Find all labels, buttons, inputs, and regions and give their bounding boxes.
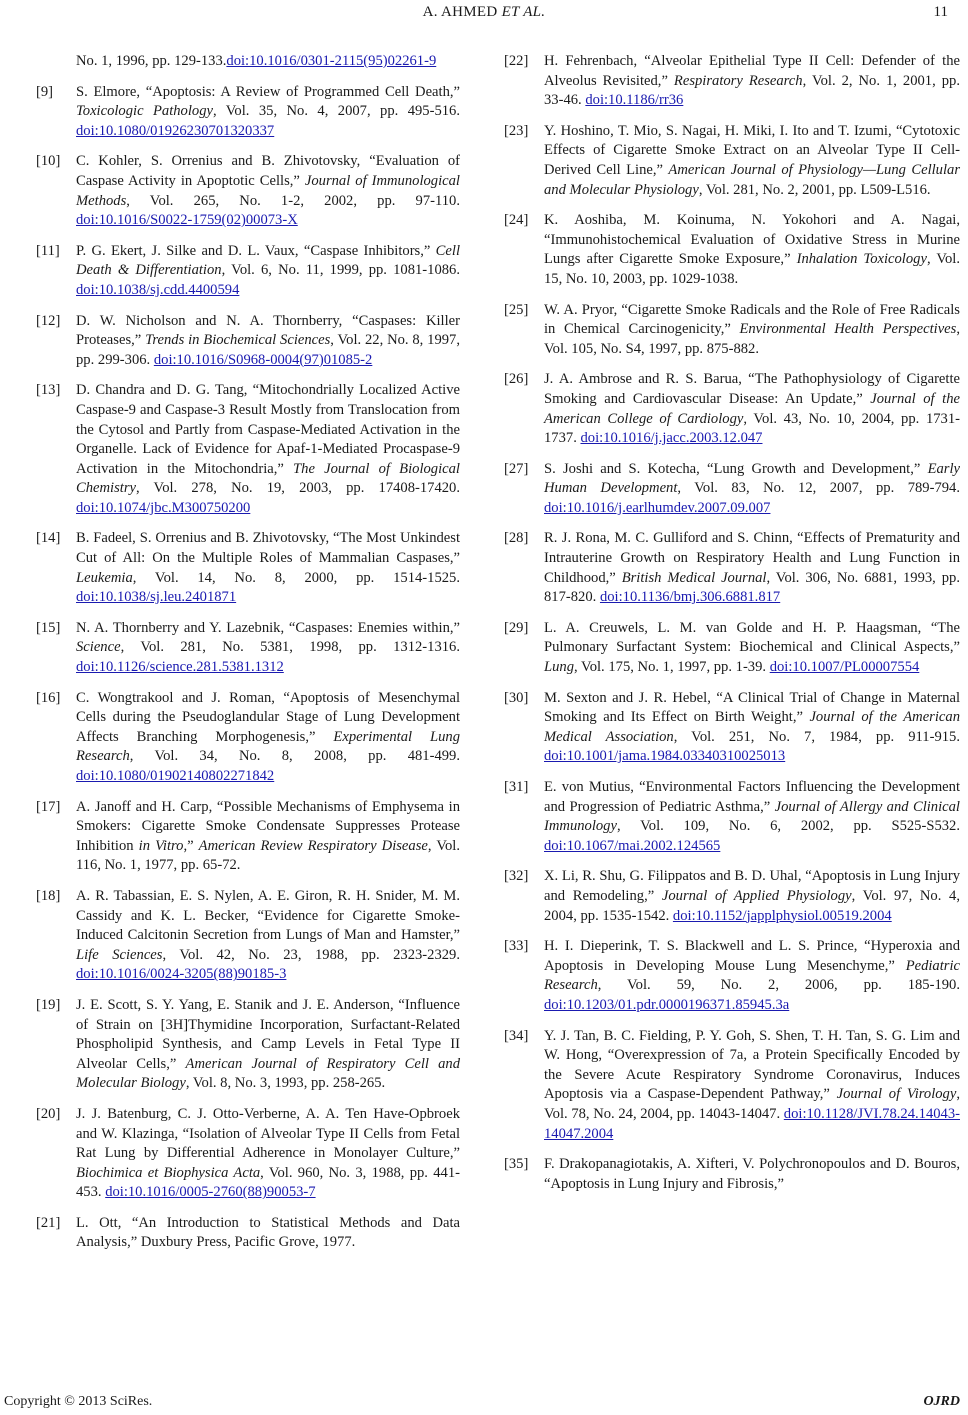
reference-number: [15] xyxy=(36,619,61,636)
reference-number: [16] xyxy=(36,689,61,706)
reference-authors-title: Y. Hoshino, T. Mio, S. Nagai, H. Miki, I. Ito and T. Izumi, “Cytotoxic Effects of Cigarette Smoke Extract on an Alveolar Type II Cell-Derived Cell Line,” xyxy=(544,122,960,178)
reference-authors-title: C. Kohler, S. Orrenius and B. Zhivotovsky, “Evaluation of Caspase Activity in Apoptotic Cells,” xyxy=(76,153,460,189)
doi-link[interactable]: doi:10.1016/0301-2115(95)02261-9 xyxy=(226,53,437,69)
reference-authors-title: W. A. Pryor, “Cigarette Smoke Radicals and the Role of Free Radicals in Chemical Carcinogenicity,” xyxy=(544,301,960,338)
reference-journal: Journal of Virology xyxy=(836,1086,957,1103)
reference-number: [22] xyxy=(504,53,529,69)
reference-journal: Pediatric Research xyxy=(544,957,960,994)
reference-details: , Vol. 306, No. 6881, 1993, pp. 817-820. xyxy=(544,569,961,606)
reference-details: , Vol. 175, No. 1, 1997, pp. 1-39. xyxy=(574,659,770,676)
reference-entry xyxy=(36,242,460,301)
reference-number: [20] xyxy=(36,1105,61,1122)
reference-authors-title: D. Chandra and D. G. Tang, “Mitochondrially Localized Active Caspase-9 and Caspase-3 Result Mostly from Translocation from the Cytosol and Partly from Caspase-Mediated Activation in the Organelle. Lack of Evidence for Apaf-1-Mediated Procaspase-9 Activation in the Mitochondria,” xyxy=(76,382,460,477)
reference-authors-title: A. R. Tabassian, E. S. Nylen, A. E. Giron, R. H. Snider, M. M. Cassidy and K. L. Becker, “Evidence for Cigarette Smoke-Induced Calcitonin Secretion from Lungs of Man and Hamster,” xyxy=(76,887,460,944)
reference-journal: Early Human Development xyxy=(544,460,960,497)
reference-details: , Vol. 116, No. 1, 1977, pp. 65-72. xyxy=(76,837,460,874)
reference-details: , Vol. 78, No. 24, 2004, pp. 14043-14047. xyxy=(544,1086,960,1122)
reference-text xyxy=(76,1106,460,1200)
reference-entry xyxy=(36,689,460,787)
reference-journal: Journal of the American College of Cardiology xyxy=(544,390,960,427)
reference-text xyxy=(544,690,960,765)
reference-journal: Journal of Allergy and Clinical Immunology xyxy=(544,798,960,835)
doi-link[interactable]: doi:10.1128/JVI.78.24.14043-14047.2004 xyxy=(544,1105,960,1142)
reference-details: , Vol. 42, No. 23, 1988, pp. 2323-2329. xyxy=(162,946,460,963)
reference-entry xyxy=(504,778,960,856)
reference-authors-title: A. Janoff and H. Carp, “Possible Mechanisms of Emphysema in Smokers: Cigarette Smoke Condensate Suppresses Protease Inhibition xyxy=(76,798,460,854)
reference-entry xyxy=(504,370,960,448)
reference-text xyxy=(76,1215,460,1251)
reference-text xyxy=(544,371,960,446)
doi-link[interactable]: doi:10.1016/j.earlhumdev.2007.09.007 xyxy=(544,499,771,516)
reference-text xyxy=(76,53,436,69)
reference-authors-title: L. A. Creuwels, L. M. van Golde and H. P. Haagsman, “The Pulmonary Surfactant System: Biochemical and Clinical Aspects,” xyxy=(544,619,960,656)
reference-number: [10] xyxy=(36,153,61,170)
reference-text xyxy=(544,212,960,287)
reference-number: [28] xyxy=(504,530,529,547)
reference-text xyxy=(544,938,960,1013)
reference-entry xyxy=(504,619,960,678)
reference-journal: Biochimica et Biophysica Acta xyxy=(76,1164,261,1181)
reference-authors-title: R. J. Rona, M. C. Gulliford and S. Chinn, “Effects of Prematurity and Intrauterine Growth on Respiratory Health and Lung Function in Childhood,” xyxy=(544,530,960,586)
doi-link[interactable]: doi:10.1016/0005-2760(88)90053-7 xyxy=(105,1184,316,1201)
references-right-column xyxy=(504,52,960,1205)
doi-link[interactable]: doi:10.1136/bmj.306.6881.817 xyxy=(599,589,781,606)
doi-link[interactable]: doi:10.1203/01.pdr.0000196371.85945.3a xyxy=(544,996,790,1013)
reference-entry xyxy=(36,887,460,985)
reference-number: [21] xyxy=(36,1214,61,1231)
reference-number: [14] xyxy=(36,530,61,547)
reference-details: ,” xyxy=(183,837,199,854)
reference-entry xyxy=(504,211,960,289)
reference-journal: Respiratory Research xyxy=(673,72,803,89)
doi-link[interactable]: doi:10.1001/jama.1984.03340310025013 xyxy=(544,748,786,765)
reference-entry xyxy=(36,312,460,371)
reference-text xyxy=(544,461,960,516)
reference-number: [27] xyxy=(504,460,529,477)
reference-text xyxy=(544,1156,960,1192)
reference-text xyxy=(76,799,460,874)
reference-details: , Vol. 8, No. 3, 1993, pp. 258-265. xyxy=(185,1075,386,1092)
reference-number: [13] xyxy=(36,382,61,399)
reference-journal: American Journal of Respiratory Cell and Molecular Biology xyxy=(76,1055,460,1092)
reference-journal: Journal of the American Medical Association xyxy=(544,709,960,745)
reference-authors-title: J. A. Ambrose and R. S. Barua, “The Pathophysiology of Cigarette Smoking and Cardiovascular Disease: An Update,” xyxy=(544,371,960,407)
reference-details: , Vol. 83, No. 12, 2007, pp. 789-794. xyxy=(677,480,960,497)
reference-details: , Vol. 43, No. 10, 2004, pp. 1731-1737. xyxy=(544,410,960,447)
reference-entry xyxy=(504,529,960,607)
page-footer xyxy=(0,1393,968,1413)
reference-journal: Journal of Applied Physiology xyxy=(661,887,852,904)
reference-authors-title: J. E. Scott, S. Y. Yang, E. Stanik and J. E. Anderson, “Influence of Strain on [3H]Thymidine Incorporation, Surfactant-Related Phospholipid Synthesis, and Camp Levels in Fetal Type II Alveolar Cells,” xyxy=(76,996,460,1072)
reference-details: , Vol. 251, No. 7, 1984, pp. 911-915. xyxy=(673,728,960,745)
reference-text xyxy=(76,313,460,368)
reference-number: [11] xyxy=(36,242,60,259)
reference-details: , Vol. 35, No. 4, 2007, pp. 495-516. xyxy=(212,103,460,120)
reference-entry xyxy=(504,937,960,1015)
reference-entry xyxy=(36,152,460,230)
doi-link[interactable]: doi:10.1038/sj.cdd.4400594 xyxy=(76,281,240,298)
reference-journal: Environmental Health Perspectives xyxy=(739,321,957,338)
reference-number: [19] xyxy=(36,996,61,1013)
reference-authors-title: P. G. Ekert, J. Silke and D. L. Vaux, “Caspase Inhibitors,” xyxy=(76,242,436,259)
reference-authors-title: H. I. Dieperink, T. S. Blackwell and L. S. Prince, “Hyperoxia and Apoptosis in Developing Mouse Lung Mesenchyme,” xyxy=(544,938,960,974)
reference-number: [35] xyxy=(504,1156,529,1173)
reference-entry xyxy=(504,301,960,360)
reference-entry xyxy=(36,529,460,607)
reference-journal: Inhalation Toxicology xyxy=(796,251,927,268)
reference-entry xyxy=(504,1027,960,1145)
reference-details: , Vol. 960, No. 3, 1988, pp. 441-453. xyxy=(76,1164,460,1201)
reference-authors-title: L. Ott, “An Introduction to Statistical Methods and Data Analysis,” Duxbury Press, Pacific Grove, 1977. xyxy=(76,1214,460,1251)
reference-entry xyxy=(36,1214,460,1253)
reference-text xyxy=(76,153,460,228)
reference-entry xyxy=(36,52,460,72)
reference-authors-title: J. J. Batenburg, C. J. Otto-Verberne, A. A. Ten Have-Opbroek and W. Klazinga, “Isolation of Alveolar Type II Cells from Fetal Rat Lung by Differential Adherence in Monolayer Culture,” xyxy=(76,1105,460,1162)
reference-details: , Vol. 281, No. 5381, 1998, pp. 1312-1316. xyxy=(120,639,460,656)
reference-entry xyxy=(36,381,460,518)
reference-details: , Vol. 6, No. 11, 1999, pp. 1081-1086. xyxy=(221,262,460,279)
doi-link[interactable]: doi:10.1016/j.jacc.2003.12.047 xyxy=(580,430,763,447)
reference-number: [30] xyxy=(504,689,529,706)
reference-details: , Vol. 59, No. 2, 2006, pp. 185-190. xyxy=(597,977,960,994)
reference-number: [23] xyxy=(504,122,529,139)
reference-journal: Science xyxy=(76,639,121,656)
reference-journal: American Review Respiratory Disease xyxy=(198,837,428,854)
reference-details: , Vol. 278, No. 19, 2003, pp. 17408-17420. xyxy=(136,480,460,497)
reference-journal: in Vitro xyxy=(138,837,184,854)
reference-number: [33] xyxy=(504,938,529,955)
reference-journal: American Journal of Physiology—Lung Cellular and Molecular Physiology xyxy=(544,161,961,198)
doi-link[interactable]: doi:10.1080/01926230701320337 xyxy=(76,122,275,139)
reference-entry xyxy=(504,867,960,926)
reference-number: [18] xyxy=(36,887,61,904)
reference-text xyxy=(76,84,460,139)
reference-journal: Experimental Lung Research xyxy=(76,728,460,765)
reference-text xyxy=(76,690,460,784)
reference-number: [24] xyxy=(504,212,529,229)
reference-details: , Vol. 105, No. S4, 1997, pp. 875-882. xyxy=(544,321,960,357)
reference-journal: Leukemia xyxy=(76,569,133,586)
doi-link[interactable]: doi:10.1016/0024-3205(88)90185-3 xyxy=(76,966,287,983)
reference-details: , Vol. 2, No. 1, 2001, pp. 33-46. xyxy=(544,72,960,109)
reference-number: [25] xyxy=(504,301,529,318)
copyright-notice: Copyright © 2013 SciRes. xyxy=(4,1394,153,1409)
doi-link[interactable]: doi:10.1016/S0968-0004(97)01085-2 xyxy=(153,351,373,368)
reference-authors-title: C. Wongtrakool and J. Roman, “Apoptosis of Mesenchymal Cells during the Pseudoglandular Stage of Lung Development Affects Branching Morphogenesis,” xyxy=(76,689,460,745)
reference-text xyxy=(544,620,960,675)
reference-entry xyxy=(504,1155,960,1194)
reference-entry xyxy=(504,122,960,200)
reference-entry xyxy=(36,1105,460,1203)
reference-entry xyxy=(36,798,460,876)
reference-text xyxy=(544,123,960,198)
doi-link[interactable]: doi:10.1152/japplphysiol.00519.2004 xyxy=(672,907,892,924)
reference-authors-title: E. von Mutius, “Environmental Factors Influencing the Development and Progression of Pediatric Asthma,” xyxy=(544,779,960,815)
doi-link[interactable]: doi:10.1007/PL00007554 xyxy=(769,659,920,676)
reference-journal: Lung xyxy=(544,659,575,676)
reference-authors-title: S. Elmore, “Apoptosis: A Review of Programmed Cell Death,” xyxy=(76,83,460,100)
reference-authors-title: K. Aoshiba, M. Koinuma, N. Yokohori and A. Nagai, “Immunohistochemical Evaluation of Oxidative Stress in Murine Lungs after Cigarette Smoke Exposure,” xyxy=(544,212,960,268)
reference-authors-title: F. Drakopanagiotakis, A. Xifteri, V. Polychronopoulos and D. Bouros, “Apoptosis in Lung Injury and Fibrosis,” xyxy=(544,1156,960,1192)
reference-details: , Vol. 281, No. 2, 2001, pp. L509-L516. xyxy=(698,181,931,198)
reference-number: [9] xyxy=(36,83,54,100)
reference-text xyxy=(76,888,460,982)
reference-journal: Cell Death & Differentiation xyxy=(76,242,460,279)
reference-entry xyxy=(504,460,960,519)
reference-text xyxy=(76,243,460,298)
reference-journal: Trends in Biochemical Sciences xyxy=(145,332,331,349)
reference-text xyxy=(76,620,460,675)
doi-link[interactable]: doi:10.1186/rr36 xyxy=(585,92,684,109)
reference-journal: Life Sciences xyxy=(76,946,163,963)
running-head-authors: A. AHMED ET AL. xyxy=(422,4,546,20)
page-number: 11 xyxy=(933,4,948,20)
reference-entry xyxy=(36,83,460,142)
doi-link[interactable]: doi:10.1080/01902140802271842 xyxy=(76,768,275,784)
reference-number: [26] xyxy=(504,371,529,388)
doi-link[interactable]: doi:10.1126/science.281.5381.1312 xyxy=(76,659,284,676)
reference-authors-title: No. 1, 1996, pp. 129-133. xyxy=(76,53,227,69)
reference-authors-title: S. Joshi and S. Kotecha, “Lung Growth and Development,” xyxy=(544,460,928,477)
reference-number: [34] xyxy=(504,1027,529,1044)
reference-journal: The Journal of Biological Chemistry xyxy=(76,460,460,497)
doi-link[interactable]: doi:10.1038/sj.leu.2401871 xyxy=(76,589,237,606)
et-al: ET AL. xyxy=(501,4,546,20)
reference-text xyxy=(76,382,460,516)
reference-entry xyxy=(504,689,960,767)
reference-text xyxy=(76,997,460,1091)
journal-abbreviation: OJRD xyxy=(923,1394,960,1409)
reference-authors-title: N. A. Thornberry and Y. Lazebnik, “Caspases: Enemies within,” xyxy=(76,619,460,636)
reference-authors-title: M. Sexton and J. R. Hebel, “A Clinical Trial of Change in Maternal Smoking and Its Effect on Birth Weight,” xyxy=(544,689,960,726)
references-left-column xyxy=(36,52,460,1264)
reference-number: [31] xyxy=(504,779,529,795)
reference-details: , Vol. 14, No. 8, 2000, pp. 1514-1525. xyxy=(132,569,460,586)
reference-number: [17] xyxy=(36,798,61,815)
reference-authors-title: D. W. Nicholson and N. A. Thornberry, “Caspases: Killer Proteases,” xyxy=(76,312,460,349)
doi-link[interactable]: doi:10.1074/jbc.M300750200 xyxy=(76,499,251,516)
reference-authors-title: X. Li, R. Shu, G. Filippatos and B. D. Uhal, “Apoptosis in Lung Injury and Remodeling,” xyxy=(544,868,960,904)
reference-authors-title: Y. J. Tan, B. C. Fielding, P. Y. Goh, S. Shen, T. H. Tan, S. G. Lim and W. Hong, “Overexpression of 7a, a Protein Specifically Encoded by the Severe Acute Respiratory Syndrome Coronavirus, Induces Apoptosis via a Caspase-Dependent Pathway,” xyxy=(544,1027,960,1103)
reference-details: , Vol. 109, No. 6, 2002, pp. S525-S532. xyxy=(616,818,960,835)
reference-details: , Vol. 15, No. 10, 2003, pp. 1029-1038. xyxy=(544,251,960,287)
reference-journal: British Medical Journal xyxy=(621,569,767,586)
reference-details: , Vol. 34, No. 8, 2008, pp. 481-499. xyxy=(129,748,460,765)
reference-details: , Vol. 97, No. 4, 2004, pp. 1535-1542. xyxy=(544,887,960,924)
doi-link[interactable]: doi:10.1067/mai.2002.124565 xyxy=(544,837,721,854)
reference-text xyxy=(544,1028,960,1142)
doi-link[interactable]: doi:10.1016/S0022-1759(02)00073-X xyxy=(76,212,298,229)
reference-text xyxy=(544,53,960,108)
reference-text xyxy=(544,779,960,854)
reference-number: [32] xyxy=(504,868,529,885)
reference-authors-title: B. Fadeel, S. Orrenius and B. Zhivotovsky, “The Most Unkindest Cut of All: On the Multiple Roles of Mammalian Caspases,” xyxy=(76,530,460,567)
reference-entry xyxy=(36,619,460,678)
reference-journal: Journal of Immunological Methods xyxy=(76,172,460,209)
reference-text xyxy=(76,530,460,605)
reference-number: [12] xyxy=(36,312,61,329)
reference-entry xyxy=(504,52,960,111)
reference-number: [29] xyxy=(504,619,529,636)
reference-text xyxy=(544,302,960,357)
reference-details: , Vol. 265, No. 1-2, 2002, pp. 97-110. xyxy=(126,192,460,209)
reference-details: , Vol. 22, No. 8, 1997, pp. 299-306. xyxy=(76,332,460,368)
page-header xyxy=(0,2,968,26)
reference-text xyxy=(544,868,960,923)
reference-journal: Toxicologic Pathology xyxy=(76,103,213,120)
reference-text xyxy=(544,530,960,605)
reference-authors-title: H. Fehrenbach, “Alveolar Epithelial Type II Cell: Defender of the Alveolus Revisited,” xyxy=(544,53,960,89)
reference-entry xyxy=(36,996,460,1094)
